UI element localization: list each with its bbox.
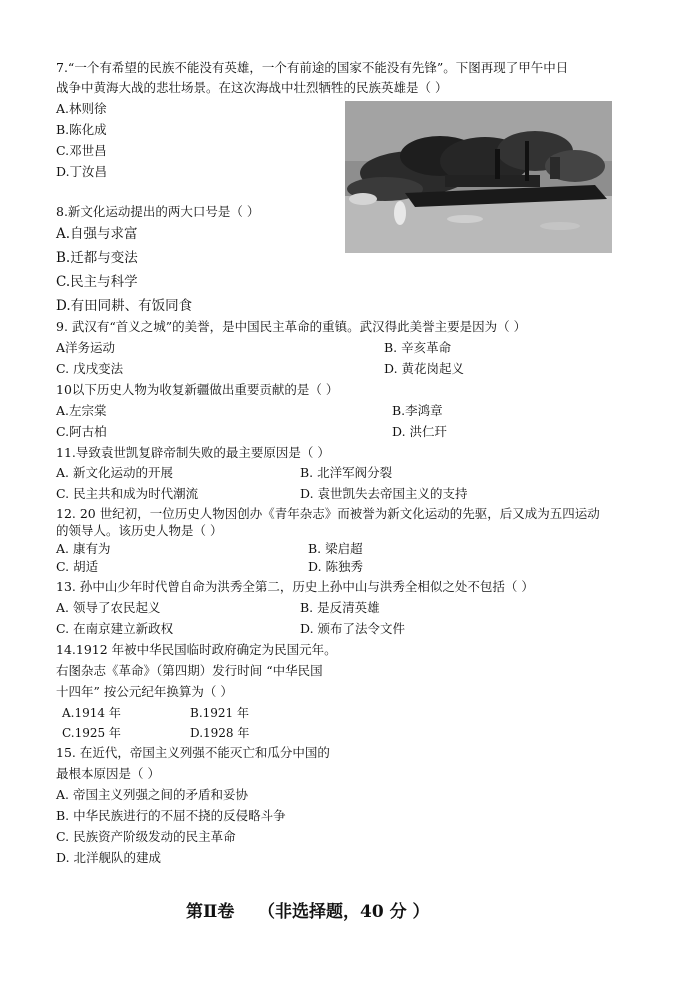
- q14-option-a: A.1914 年: [62, 706, 121, 720]
- q7-option-b: B.陈化成: [56, 122, 107, 137]
- q9-option-c: C. 戊戌变法: [56, 361, 124, 376]
- q7-option-a: A.林则徐: [56, 101, 107, 116]
- q8-option-d: D.有田同耕、有饭同食: [56, 298, 193, 314]
- q8-option-b: B.迁都与变法: [56, 250, 138, 266]
- q15-option-a: A. 帝国主义列强之间的矛盾和妥协: [56, 787, 248, 802]
- section-title: 第Ⅱ卷 （非选择题，40 分 ）: [186, 902, 430, 922]
- q12-option-d: D. 陈独秀: [308, 559, 364, 574]
- q13-stem: 13. 孙中山少年时代曾自命为洪秀全第二，历史上孙中山与洪秀全相似之处不包括（ ）: [56, 579, 534, 594]
- q9-option-a: A洋务运动: [56, 340, 116, 355]
- q11-option-b: B. 北洋军阀分裂: [300, 465, 393, 480]
- q12-stem-line2: 的领导人。该历史人物是（ ）: [56, 523, 223, 538]
- q9-stem: 9. 武汉有“首义之城”的美誉，是中国民主革命的重镇。武汉得此美誉主要是因为（ ）: [56, 319, 527, 334]
- q10-option-b: B.李鸿章: [392, 403, 443, 418]
- q14-option-b: B.1921 年: [190, 706, 249, 720]
- q7-option-d: D.丁汝昌: [56, 164, 108, 179]
- q14-stem-line1: 14.1912 年被中华民国临时政府确定为民国元年。: [56, 642, 337, 657]
- q13-option-d: D. 颁布了法令文件: [300, 621, 406, 636]
- q8-option-a: A.自强与求富: [56, 226, 138, 242]
- q10-option-a: A.左宗棠: [56, 403, 107, 418]
- q11-option-a: A. 新文化运动的开展: [56, 465, 173, 480]
- q12-option-c: C. 胡适: [56, 559, 99, 574]
- q9-option-d: D. 黄花岗起义: [384, 361, 465, 376]
- q12-option-b: B. 梁启超: [308, 541, 363, 556]
- q11-stem: 11.导致袁世凯复辟帝制失败的最主要原因是（ ）: [56, 445, 330, 460]
- q14-stem-line3: 十四年” 按公元纪年换算为（ ）: [56, 684, 233, 699]
- naval-battle-photo: [345, 101, 612, 253]
- q15-stem-line1: 15. 在近代，帝国主义列强不能灭亡和瓜分中国的: [56, 745, 330, 760]
- q15-option-d: D. 北洋舰队的建成: [56, 850, 162, 865]
- q13-option-a: A. 领导了农民起义: [56, 600, 161, 615]
- q15-option-b: B. 中华民族进行的不屈不挠的反侵略斗争: [56, 808, 286, 823]
- q14-option-d: D.1928 年: [190, 726, 250, 740]
- q11-option-c: C. 民主共和成为时代潮流: [56, 486, 199, 501]
- q13-option-b: B. 是反清英雄: [300, 600, 380, 615]
- q8-stem: 8.新文化运动提出的两大口号是（ ）: [56, 204, 260, 219]
- q7-stem-line1: 7.“一个有希望的民族不能没有英雄，一个有前途的国家不能没有先锋”。下图再现了甲午中日: [56, 60, 569, 75]
- q10-option-d: D. 洪仁玕: [392, 424, 448, 439]
- q15-option-c: C. 民族资产阶级发动的民主革命: [56, 829, 236, 844]
- q10-option-c: C.阿古柏: [56, 424, 107, 439]
- q15-stem-line2: 最根本原因是（ ）: [56, 766, 160, 781]
- q9-option-b: B. 辛亥革命: [384, 340, 452, 355]
- q7-option-c: C.邓世昌: [56, 143, 107, 158]
- q13-option-c: C. 在南京建立新政权: [56, 621, 174, 636]
- q14-option-c: C.1925 年: [62, 726, 121, 740]
- q12-stem-line1: 12. 20 世纪初，一位历史人物因创办《青年杂志》而被誉为新文化运动的先驱，后又成为五四运动: [56, 506, 600, 521]
- q10-stem: 10以下历史人物为收复新疆做出重要贡献的是（ ）: [56, 382, 339, 397]
- q7-stem-line2: 战争中黄海大战的悲壮场景。在这次海战中壮烈牺牲的民族英雄是（ ）: [56, 80, 448, 95]
- q8-option-c: C.民主与科学: [56, 274, 138, 290]
- q11-option-d: D. 袁世凯失去帝国主义的支持: [300, 486, 468, 501]
- q12-option-a: A. 康有为: [56, 541, 111, 556]
- q14-stem-line2: 右图杂志《革命》（第四期）发行时间 “中华民国: [56, 663, 323, 678]
